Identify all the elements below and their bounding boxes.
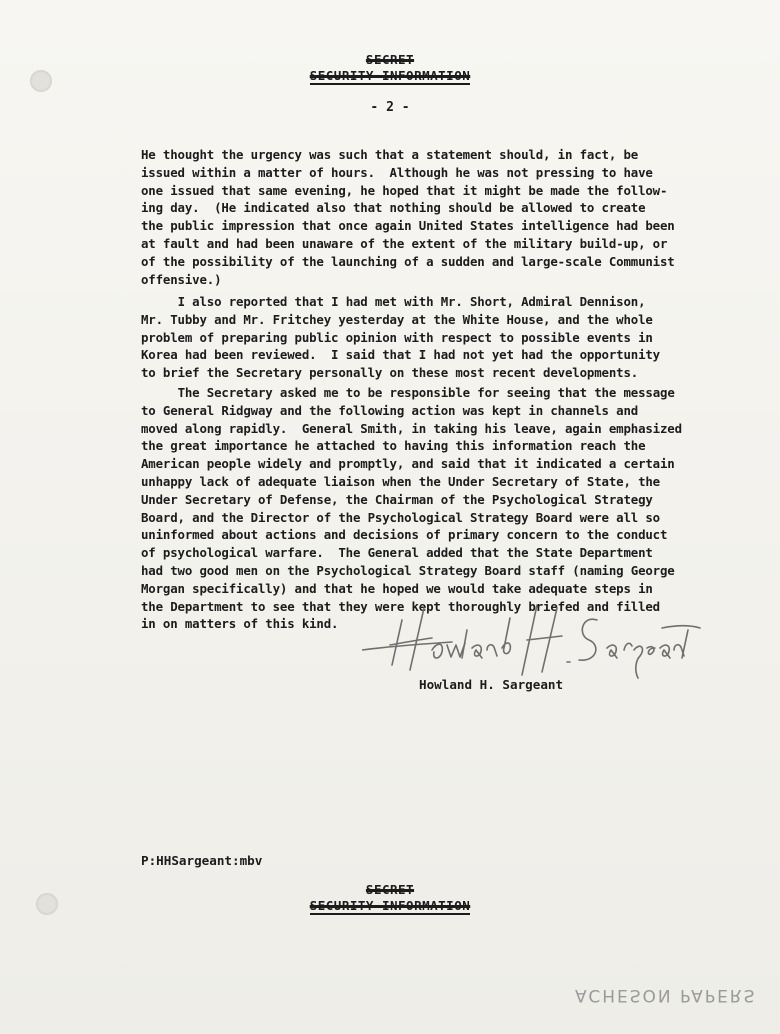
body-paragraph-1: He thought the urgency was such that a statement should, in fact, be issued within a matter of hours. Although he was not pressing to have one issued that same evening, he hoped that it might be made the follow- ing day. (He indicated also that nothing should be allowed to create the public impression that once again United States intelligence had been at fault and had been unaware of the extent of the military build-up, or of the possibility of the launching of a sudden and large-scale Communist offensive.) (141, 147, 675, 287)
handwritten-signature (362, 600, 702, 680)
body-paragraph-2: I also reported that I had met with Mr. Short, Admiral Dennison, Mr. Tubby and Mr. Fritchey yesterday at the White House, and the whole problem of preparing public opinion with respect to possible events in Korea had been reviewed. I said that I had not yet had the opportunity to brief the Secretary personally on these most recent developments. (141, 294, 660, 381)
footer-classification-secret: SECRET (365, 882, 415, 897)
drafting-initials: P:HHSargeant:mbv (141, 853, 263, 868)
classification-secret: SECRET (365, 52, 415, 67)
body-paragraph-3: The Secretary asked me to be responsible for seeing that the message to General Ridgway and the following action was kept in channels and moved along rapidly. General Smith, in taking his leave, again emphasized the great importance he attached to having this information reach the American people widely and promptly, and said that it indicated a certain unhappy lack of adequate liaison when the Under Secretary of State, the Under Secretary of Defense, the Chairman of the Psychological Strategy Board, and the Director of the Psychological Strategy Board were all so uninformed about actions and decisions of primary concern to the conduct of psychological warfare. The General added that the State Department had two good men on the Psychological Strategy Board staff (naming George Morgan specifically) and that he hoped we would take adequate steps in the Department to see that they were kept thoroughly briefed and filled in on matters of this kind. (141, 385, 682, 632)
page-number: - 2 - (370, 100, 410, 115)
footer-classification (0, 882, 780, 914)
header-classification (0, 52, 780, 84)
archive-stamp: ACHESON PAPERS (575, 985, 757, 1005)
footer-classification-security-information: SECURITY INFORMATION (309, 898, 471, 913)
classification-security-information: SECURITY INFORMATION (309, 68, 471, 83)
signer-typed-name: Howland H. Sargeant (419, 677, 564, 692)
